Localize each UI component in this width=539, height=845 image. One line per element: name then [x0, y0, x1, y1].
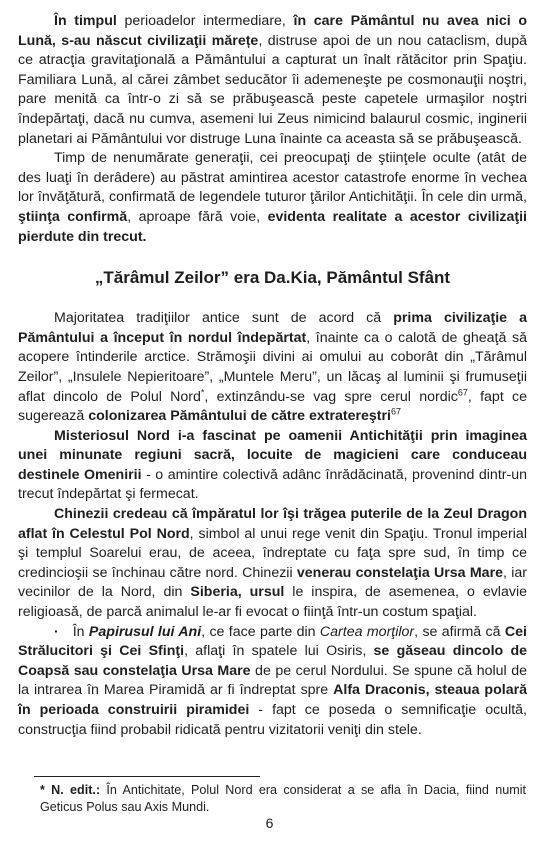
citation-marker: 67	[457, 386, 468, 397]
bullet-dot: ·	[54, 623, 59, 640]
text-run: Timp de nenumărate generaţii, cei preocupaţi de ştiinţele oculte (atât de des luaţi în derâdere) au păstrat amintirea acestor catastrofe enorme în vechea lor învăţătură, confirmată de legendele tuturor ţărilor Antichităţii. În cele din urmă,	[18, 150, 527, 206]
page-body	[18, 12, 527, 740]
bold-text: se găseau dincolo de Coapsă sau constelaţia Ursa Mare	[18, 643, 527, 679]
section-heading: „Tărâmul Zeilor” era Da.Kia, Pământul Sfânt	[94, 268, 451, 288]
text-run: le inspira, de asemenea, o evlavie religioasă, de parcă animalul le-ar fi evocat o fiinţă într-un costum spaţial.	[18, 584, 527, 621]
italic-bold-title: Papirusul lui Ani	[88, 623, 202, 640]
footnote-text: În Antichitate, Polul Nord era considerat a se afla în Dacia, fiind numit Geticus Polus sau Axis Mundi.	[40, 783, 526, 814]
bold-text: colonizarea Pământului de către extratereştri	[88, 408, 391, 425]
text-run: , ce face parte din	[201, 623, 320, 640]
footnote	[40, 782, 526, 816]
text-run: , extinzându-se vag spre cerul nordic	[204, 388, 458, 405]
text-run: Majoritatea tradiţiilor antice sunt de acord că	[54, 310, 394, 327]
italic-title: Cartea morţilor	[319, 623, 415, 640]
paragraph-4	[18, 427, 527, 505]
text-run: , se afirmă că	[414, 623, 505, 640]
bold-text: prima civilizaţie a Pământului a început în nordul îndepărtat	[18, 310, 527, 346]
text-run: perioadelor intermediare,	[116, 13, 294, 29]
bold-text: Misteriosul Nord i-a fascinat pe oamenii Antichităţii prin imaginea unei minunate regiuni sacră, locuite de magicieni care conduceau destinele Omenirii	[18, 427, 527, 483]
paragraph-2	[18, 149, 527, 247]
bold-text: Chinezii credeau că împăratul lor îşi trăgea puterile de la Zeul Dragon aflat în Celestul Pol Nord	[18, 506, 527, 542]
text-run: , aproape fără voie,	[127, 208, 268, 225]
text-run: - fapt ce poseda o semnificaţie ocultă, construcţia fiind probabil ridicată pentru vizitatorii veniţi din stele.	[18, 702, 528, 738]
bold-text: Alfa Draconis, steaua polară în perioada construirii piramidei	[18, 682, 527, 718]
footnote-divider	[34, 776, 260, 777]
bold-text: evidenta realitate a acestor civilizaţii pierdute din trecut.	[18, 208, 527, 245]
footnote-marker: *	[200, 386, 205, 397]
bold-text: venerau constelaţia Ursa Mare	[296, 564, 503, 581]
paragraph-1	[18, 12, 527, 149]
footnote-label: * N. edit.:	[40, 783, 101, 797]
text-run: , iar vecinilor de la Nord, din	[18, 564, 528, 601]
text-run: , înainte ca o calotă de gheaţă să acopere întinderile arctice. Strămoşii divini ai omului au coborât din „Tărâmul Zeilor”, „Insulele Nepieritoare”, „Muntele Meru”, un lăcaş al luminii şi frumuseţii aflat dincolo de Polul Nord	[18, 329, 527, 405]
bold-text: în care Pământul nu avea nici o Lună, s-au născut civilizaţii mărețe	[18, 13, 528, 49]
text-run: În	[72, 623, 89, 640]
bold-text: Siberia, ursul	[190, 584, 285, 601]
bold-text: În timpul	[54, 13, 117, 29]
text-run: , fapt ce sugerează	[18, 388, 528, 425]
citation-marker: 67	[391, 406, 402, 417]
paragraph-5	[18, 505, 527, 623]
text-run: , aflaţi în spatele lui Osiris,	[184, 643, 374, 660]
paragraph-3	[18, 309, 527, 427]
text-run: de pe cerul Nordului. Se spune că holul de la intrarea în Marea Piramidă ar fi îndreptat spre	[18, 662, 528, 699]
page-number: 6	[265, 815, 274, 831]
text-run: - o amintire colectivă adânc înrădăcinată, provenind dintr-un trecut îndepărtat şi fermecat.	[18, 466, 527, 503]
text-run: , simbol al unui rege venit din Spaţiu. Tronul imperial şi templul Soarelui erau, de aceea, îndreptate cu faţa spre sud, în timp ce credincioşii se închinau către nord. Chinezii	[18, 525, 527, 581]
text-run: , distruse apoi de un nou cataclism, după ce atracţia gravitaţională a Pământului a capturat un înalt rătăcitor prin Spaţiu. Familiara Lună, al cărei zâmbet seducător îi ademeneşte pe cosmonauţii noştri, pare menită ca într-o zi să se prăbuşească peste capetele urmaşilor noştri îndepărtaţi, dacă nu cumva, asemeni lui Zeus nimicind balaurul cosmic, inginerii planetari ai Pământului vor distruge Luna înainte ca aceasta să se prăbuşească.	[18, 32, 527, 147]
bold-text: ştiinţa confirmă	[18, 208, 128, 225]
paragraph-6	[18, 623, 527, 741]
bold-text: Cei Strălucitori şi Cei Sfinţi	[18, 623, 527, 660]
